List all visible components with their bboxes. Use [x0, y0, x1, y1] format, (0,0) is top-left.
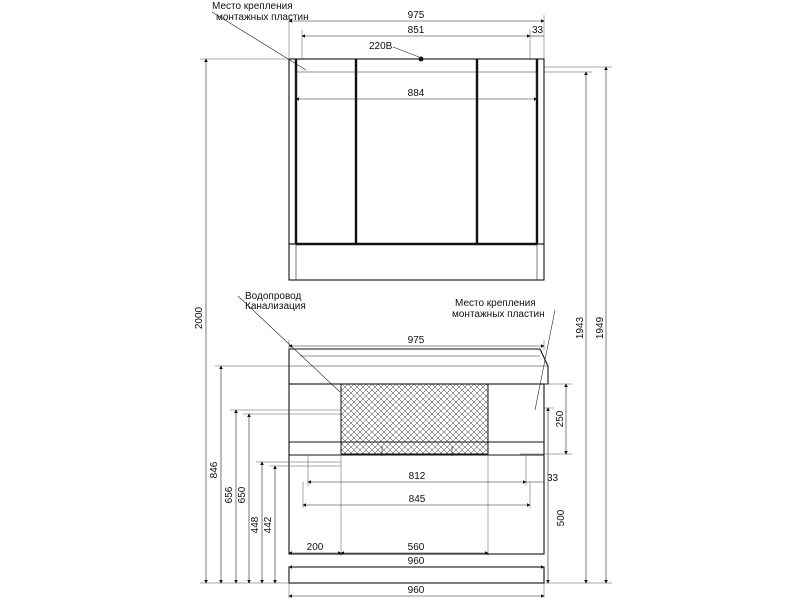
dim-1949: 1949	[595, 316, 606, 340]
dim-650: 650	[237, 486, 248, 504]
cabinet-lower-shelf	[289, 244, 544, 280]
mirror-cabinet-body	[289, 59, 544, 244]
dim-656: 656	[224, 486, 235, 504]
dim-846: 846	[209, 461, 220, 479]
dim-448: 448	[250, 516, 261, 534]
left-vertical-dimensions	[194, 59, 341, 583]
pipe-zone-mesh	[341, 384, 488, 454]
dim-960-b: 960	[407, 585, 425, 596]
dim-560: 560	[407, 542, 425, 553]
mount-callout-top	[212, 1, 309, 70]
mount-bottom-label-1: Место крепления	[455, 298, 536, 309]
mount-bottom-label-2: монтажных пластин	[452, 309, 545, 320]
water-label-2: Канализация	[245, 301, 306, 312]
power-label: 220В	[369, 41, 393, 52]
dim-200: 200	[306, 542, 324, 553]
dim-812: 812	[408, 471, 426, 482]
dim-500: 500	[556, 509, 567, 527]
dim-845: 845	[408, 494, 426, 505]
dim-33-top: 33	[532, 25, 544, 36]
vanity-countertop	[289, 349, 548, 384]
vanity-plinth	[289, 567, 544, 583]
power-outlet-point	[419, 57, 424, 62]
power-leader	[393, 47, 419, 57]
bottom-horizontal-dimensions	[289, 335, 559, 598]
mount-top-label-1: Место крепления	[212, 1, 293, 12]
dim-851: 851	[407, 25, 425, 36]
dim-975-top: 975	[407, 10, 425, 21]
dim-442: 442	[263, 516, 274, 534]
dim-250: 250	[555, 410, 566, 428]
dim-1943: 1943	[575, 316, 586, 340]
dim-975-bottom: 975	[407, 335, 425, 346]
dim-884: 884	[407, 88, 425, 99]
dim-960-a: 960	[407, 556, 425, 567]
dim-33-bottom: 33	[547, 473, 559, 484]
water-label-1: Водопровод	[245, 291, 302, 302]
dim-2000: 2000	[194, 306, 205, 330]
top-dimensions	[289, 10, 544, 100]
mount-top-label-2: монтажных пластин	[216, 12, 309, 23]
right-vertical-dimensions	[520, 67, 612, 583]
